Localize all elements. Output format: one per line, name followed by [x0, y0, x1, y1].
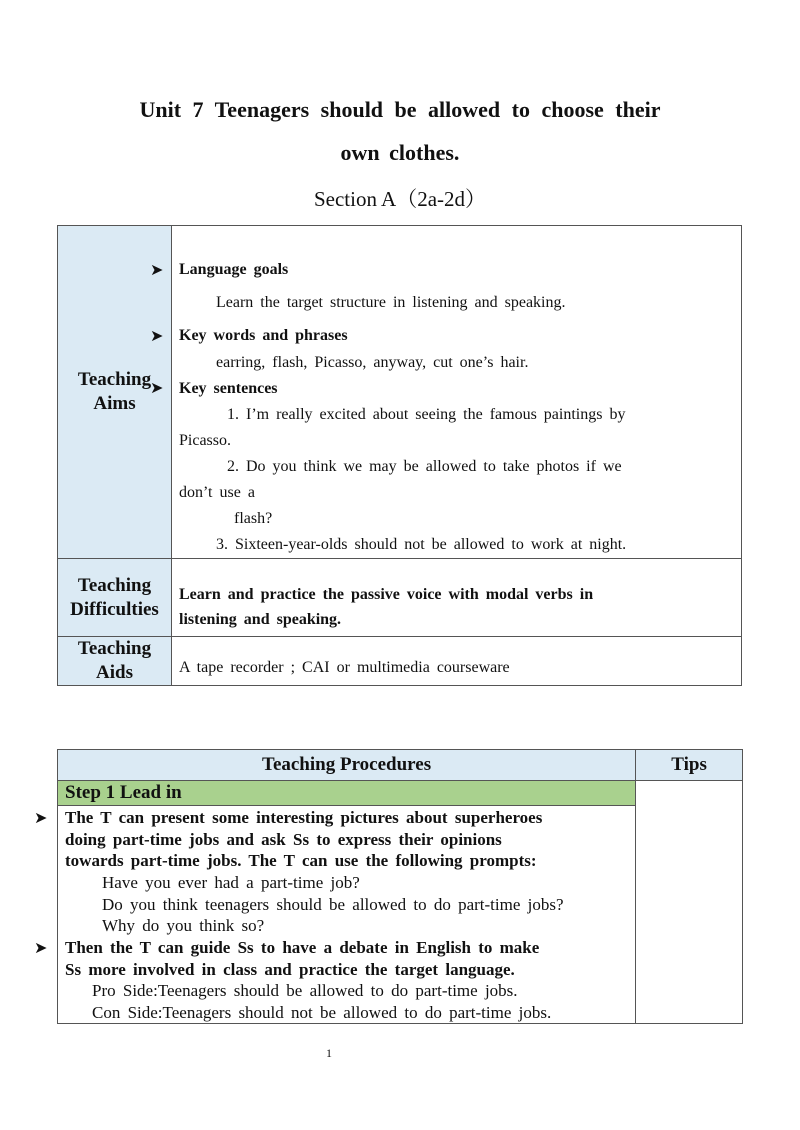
step1-para1-line1: The T can present some interesting pictures about superheroes	[65, 808, 543, 827]
arrowhead-bullet-icon: ➤	[150, 262, 164, 279]
teaching-difficulties-label: Teaching	[77, 574, 152, 596]
arrowhead-bullet-icon: ➤	[150, 380, 164, 397]
difficulties-text-line1: Learn and practice the passive voice with modal verbs in	[179, 586, 594, 603]
pro-side: Pro Side:Teenagers should be allowed to do part-time jobs.	[92, 981, 518, 1000]
arrowhead-bullet-icon: ➤	[150, 328, 164, 345]
arrowhead-bullet-icon: ➤	[34, 940, 48, 957]
key-sentence-1-cont: Picasso.	[179, 432, 231, 449]
teaching-difficulties-content	[172, 559, 742, 637]
tips-header: Tips	[636, 750, 743, 781]
procedures-header: Teaching Procedures	[58, 750, 636, 781]
teaching-procedures-table	[34, 749, 743, 1024]
key-sentence-3: 3. Sixteen-year-olds should not be allowed to work at night.	[216, 536, 627, 553]
key-sentence-2: 2. Do you think we may be allowed to take photos if we	[227, 458, 622, 475]
key-sentence-2-cont: don’t use a	[179, 484, 255, 501]
con-side: Con Side:Teenagers should not be allowed to do part-time jobs.	[92, 1003, 552, 1022]
teaching-aids-label: Teaching	[77, 638, 152, 659]
key-sentence-2-end: flash?	[234, 510, 273, 527]
teaching-aims-label: Teaching Aims	[77, 369, 152, 414]
aids-text: A tape recorder ; CAI or multimedia courseware	[179, 659, 510, 676]
step1-para2-line1: Then the T can guide Ss to have a debate in English to make	[65, 938, 540, 957]
document-title-line1: Unit 7 Teenagers should be allowed to choose their	[139, 97, 661, 122]
teaching-aims-table	[57, 225, 742, 686]
prompt-question-3: Why do you think so?	[102, 916, 265, 935]
tips-cell	[636, 781, 743, 1024]
teaching-difficulties-label-2: Difficulties	[70, 598, 159, 620]
teaching-aims-content-cell	[150, 226, 742, 559]
difficulties-text-line2: listening and speaking.	[179, 611, 342, 628]
prompt-question-1: Have you ever had a part-time job?	[102, 873, 360, 892]
step1-para1-line2: doing part-time jobs and ask Ss to express their opinions	[65, 830, 502, 849]
step1-para1-line3: towards part-time jobs. The T can use the following prompts:	[65, 851, 537, 870]
teaching-aids-label-2: Aids	[96, 662, 133, 683]
language-goals-heading: Language goals	[179, 261, 289, 278]
document-title-line2: own clothes.	[340, 140, 460, 165]
step1-title: Step 1 Lead in	[58, 781, 636, 806]
key-sentences-heading: Key sentences	[179, 380, 278, 397]
step1-content	[34, 806, 636, 1024]
language-goals-text: Learn the target structure in listening and speaking.	[216, 294, 566, 311]
page-number: 1	[326, 1046, 332, 1060]
arrowhead-bullet-icon: ➤	[34, 810, 48, 827]
key-words-heading: Key words and phrases	[179, 327, 348, 344]
step1-para2-line2: Ss more involved in class and practice the target language.	[65, 960, 515, 979]
teaching-aids-content	[172, 637, 742, 686]
teaching-difficulties-label-cell	[58, 559, 172, 637]
key-words-text: earring, flash, Picasso, anyway, cut one’s hair.	[216, 354, 529, 371]
teaching-aids-label-cell	[58, 637, 172, 686]
key-sentence-1: 1. I’m really excited about seeing the famous paintings by	[227, 406, 626, 423]
prompt-question-2: Do you think teenagers should be allowed to do part-time jobs?	[102, 895, 564, 914]
section-subtitle: Section A（2a-2d）	[313, 187, 487, 211]
